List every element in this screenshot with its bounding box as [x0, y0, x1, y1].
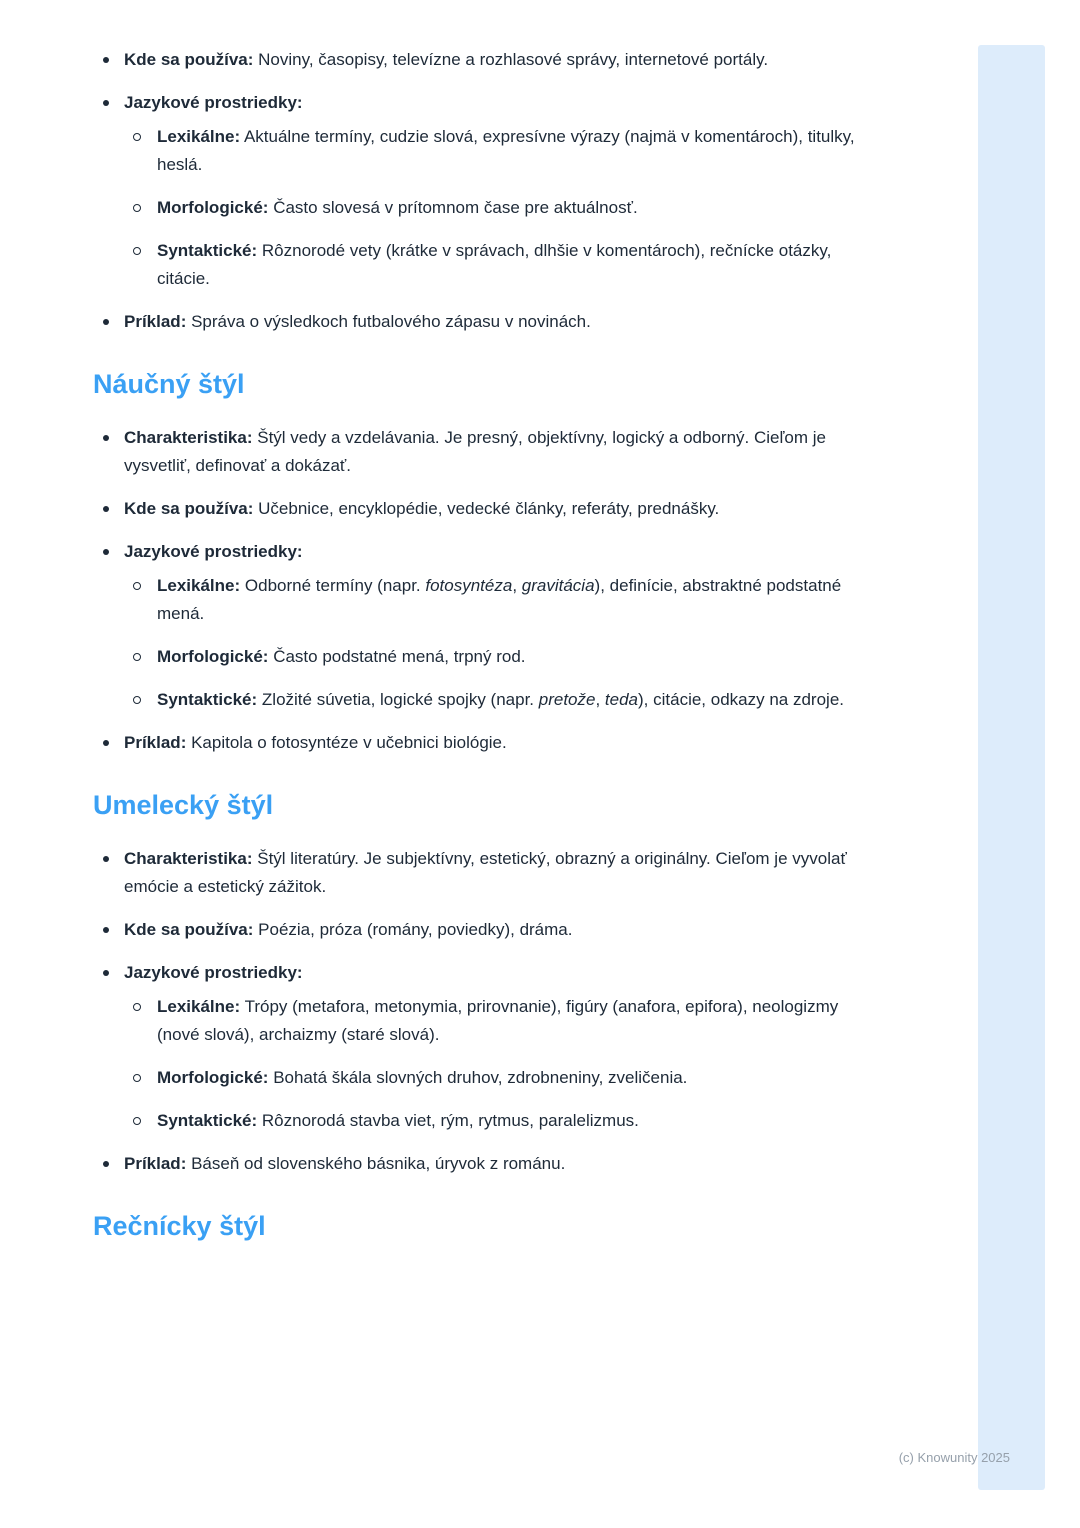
item-label: Morfologické:	[157, 647, 269, 666]
list-item	[124, 123, 877, 179]
bullet-list	[93, 424, 877, 757]
item-label: Morfologické:	[157, 198, 269, 217]
item-label: Kde sa používa:	[124, 499, 254, 518]
bullet-list	[93, 845, 877, 1178]
item-text: Aktuálne termíny, cudzie slová, expresívne výrazy (najmä v komentároch), titulky, heslá.	[157, 127, 855, 174]
item-label: Syntaktické:	[157, 241, 258, 260]
item-text: Báseň od slovenského básnika, úryvok z románu.	[191, 1154, 566, 1173]
item-label: Príklad:	[124, 733, 187, 752]
watermark: (c) Knowunity 2025	[898, 1450, 1010, 1465]
document-page	[93, 46, 877, 1266]
list-item	[93, 308, 877, 336]
item-label: Morfologické:	[157, 1068, 269, 1087]
item-label: Príklad:	[124, 312, 187, 331]
item-text: Rôznorodé vety (krátke v správach, dlhšie v komentároch), rečnícke otázky, citácie.	[157, 241, 832, 288]
bullet-list	[93, 46, 877, 336]
sub-bullet-list	[124, 572, 877, 714]
item-text: Štýl vedy a vzdelávania. Je presný, objektívny, logický a odborný. Cieľom je vysvetliť, definovať a dokázať.	[124, 428, 827, 475]
item-text: Učebnice, encyklopédie, vedecké články, referáty, prednášky.	[258, 499, 720, 518]
item-label: Charakteristika:	[124, 849, 253, 868]
section-heading: Rečnícky štýl	[93, 1211, 266, 1241]
item-text: Štýl literatúry. Je subjektívny, estetický, obrazný a originálny. Cieľom je vyvolať emócie a estetický zážitok.	[124, 849, 847, 896]
item-label: Kde sa používa:	[124, 920, 254, 939]
sub-bullet-list	[124, 123, 877, 293]
item-text: Zložité súvetia, logické spojky (napr. pretože, teda), citácie, odkazy na zdroje.	[261, 690, 844, 709]
item-label: Syntaktické:	[157, 1111, 258, 1130]
sub-bullet-list	[124, 993, 877, 1135]
item-text: Často slovesá v prítomnom čase pre aktuálnosť.	[273, 198, 638, 217]
item-text: Odborné termíny (napr. fotosyntéza, gravitácia), definície, abstraktné podstatné mená.	[157, 576, 842, 623]
item-label: Jazykové prostriedky:	[124, 93, 303, 112]
list-item	[124, 572, 877, 628]
item-label: Charakteristika:	[124, 428, 253, 447]
list-item	[124, 993, 877, 1049]
item-text: Rôznorodá stavba viet, rým, rytmus, paralelizmus.	[261, 1111, 639, 1130]
list-item	[93, 46, 877, 74]
item-label: Lexikálne:	[157, 576, 241, 595]
list-item	[93, 959, 877, 1135]
list-item	[93, 495, 877, 523]
item-label: Jazykové prostriedky:	[124, 542, 303, 561]
item-text: Často podstatné mená, trpný rod.	[273, 647, 526, 666]
item-label: Jazykové prostriedky:	[124, 963, 303, 982]
list-item	[124, 686, 877, 714]
section-heading: Náučný štýl	[93, 369, 245, 399]
list-item	[124, 237, 877, 293]
item-label: Lexikálne:	[157, 997, 241, 1016]
item-label: Príklad:	[124, 1154, 187, 1173]
item-text: Kapitola o fotosyntéze v učebnici biológie.	[191, 733, 507, 752]
item-label: Syntaktické:	[157, 690, 258, 709]
list-item	[93, 916, 877, 944]
item-text: Poézia, próza (romány, poviedky), dráma.	[258, 920, 573, 939]
item-text: Noviny, časopisy, televízne a rozhlasové správy, internetové portály.	[258, 50, 769, 69]
item-text: Trópy (metafora, metonymia, prirovnanie), figúry (anafora, epifora), neologizmy (nové slová), archaizmy (staré slová).	[157, 997, 839, 1044]
list-item	[93, 424, 877, 480]
list-item	[93, 89, 877, 293]
list-item	[124, 1064, 877, 1092]
item-text: Správa o výsledkoch futbalového zápasu v novinách.	[191, 312, 591, 331]
side-accent-strip	[978, 45, 1045, 1490]
list-item	[93, 845, 877, 901]
list-item	[93, 1150, 877, 1178]
list-item	[124, 643, 877, 671]
list-item	[93, 538, 877, 714]
item-label: Kde sa používa:	[124, 50, 254, 69]
list-item	[93, 729, 877, 757]
list-item	[124, 1107, 877, 1135]
item-label: Lexikálne:	[157, 127, 241, 146]
list-item	[124, 194, 877, 222]
section-heading: Umelecký štýl	[93, 790, 274, 820]
item-text: Bohatá škála slovných druhov, zdrobneniny, zveličenia.	[273, 1068, 688, 1087]
